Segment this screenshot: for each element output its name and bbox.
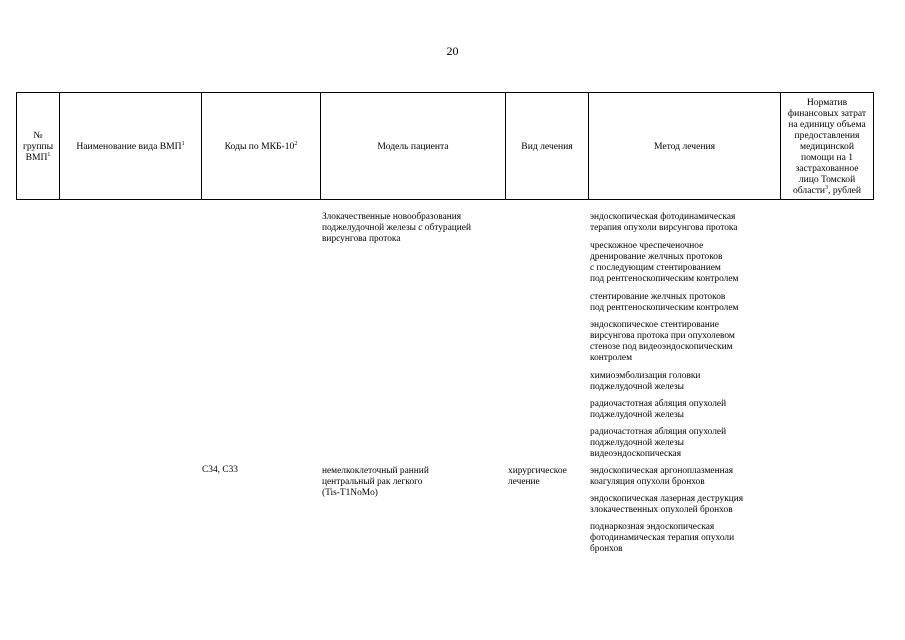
table-header (16, 92, 874, 200)
row-1-method-4: эндоскопическое стентирование вирсунгова протока при опухолевом стенозе под видеоэндоскопическим контролем (590, 320, 735, 363)
row-1-method-3: стентирование желчных протоков под рентгеноскопическим контролем (590, 292, 739, 313)
row-1-patient-model: Злокачественные новообразования поджелудочной железы с обтурацией вирсунгова протока (322, 212, 471, 244)
row-1-method-2: чрескожное чреспеченочное дренирование желчных протоков с последующим стентированием под рентгеноскопическим контролем (590, 241, 739, 284)
row-1-method-7: радиочастотная абляция опухолей поджелудочной железы видеоэндоскопическая (590, 427, 727, 459)
header-cost-norm: Норматив финансовых затрат на единицу объема предоставления медицинской помощи на 1 застрахованное лицо Томской области$^3$, рублей (781, 93, 874, 200)
row-2-patient-model: немелкоклеточный ранний центральный рак легкого (Tis-T1NoMo) (322, 466, 429, 498)
row-1-method-5: химиоэмболизация головки поджелудочной железы (590, 371, 701, 392)
row-2-method-2: эндоскопическая лазерная деструкция злокачественных опухолей бронхов (590, 494, 744, 515)
page-number: 20 (446, 44, 459, 58)
row-2-icd-codes: С34, С33 (202, 465, 238, 475)
row-2-treatment-type: хирургическое лечение (508, 466, 567, 487)
header-vmp-name: Наименование вида ВМП$^1$ (60, 93, 202, 200)
header-treatment-method: Метод лечения (589, 93, 781, 200)
header-icd-codes: Коды по МКБ-$10^2$ (202, 93, 321, 200)
header-group-number: № группы ВМП$^1$ (17, 93, 60, 200)
header-treatment-type: Вид лечения (506, 93, 589, 200)
header-patient-model: Модель пациента (321, 93, 506, 200)
row-1-method-1: эндоскопическая фотодинамическая терапия опухоли вирсунгова протока (590, 212, 738, 233)
row-2-method-1: эндоскопическая аргоноплазменная коагуляция опухоли бронхов (590, 466, 734, 487)
row-1-method-6: радиочастотная абляция опухолей поджелудочной железы (590, 399, 727, 420)
row-2-method-3: поднаркозная эндоскопическая фотодинамическая терапия опухоли бронхов (590, 522, 735, 554)
